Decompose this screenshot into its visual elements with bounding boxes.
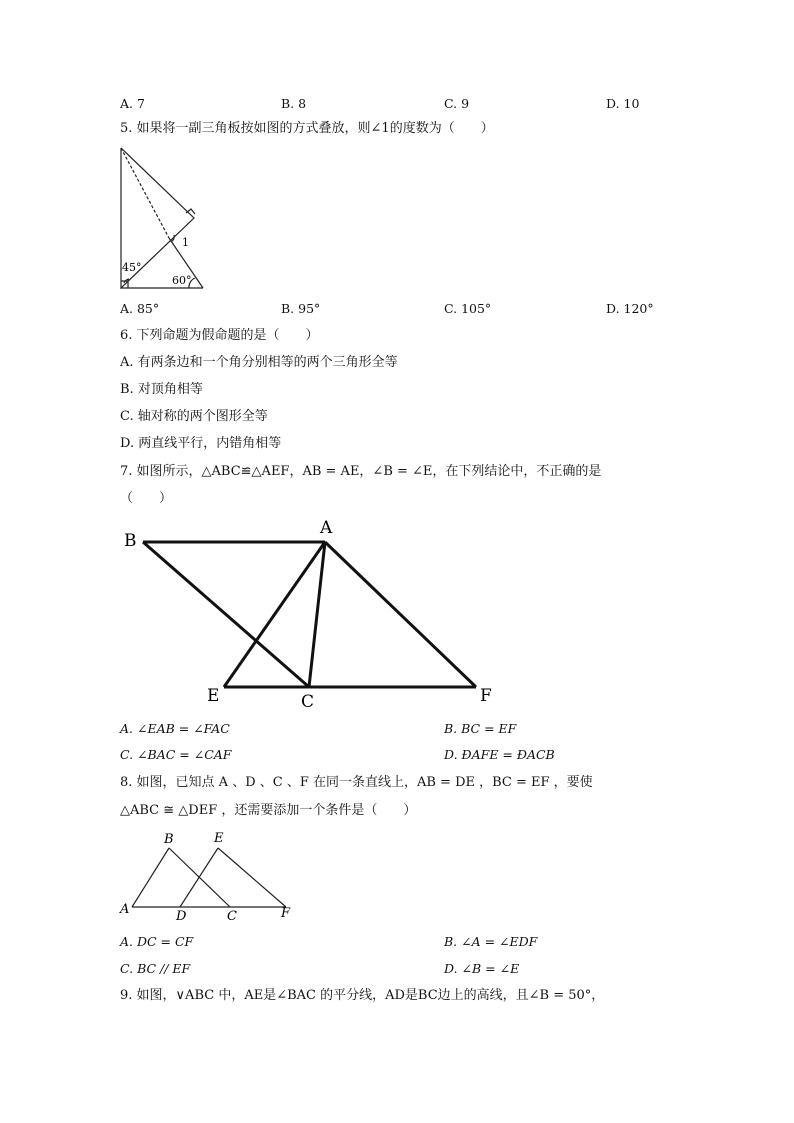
q5-stem: 5. 如果将一副三角板按如图的方式叠放，则∠1的度数为（ ） xyxy=(120,121,494,136)
q4-option-d: D. 10 xyxy=(606,96,640,111)
q7-label-a: A xyxy=(320,518,333,538)
q8-option-c: C. BC // EF xyxy=(120,961,191,976)
q7-option-c: C. ∠BAC = ∠CAF xyxy=(120,747,232,762)
q5-angle60-label: 60° xyxy=(172,274,192,287)
q7-label-f: F xyxy=(480,686,492,706)
q8-label-c: C xyxy=(227,909,237,924)
q5-angle1-label: 1 xyxy=(182,236,189,249)
q8-label-d: D xyxy=(176,909,187,924)
q7-option-a: A. ∠EAB = ∠FAC xyxy=(120,721,230,736)
q8-label-f: F xyxy=(281,906,291,921)
q8-option-b: B. ∠A = ∠EDF xyxy=(444,934,538,949)
q8-label-e: E xyxy=(214,831,224,846)
q8-label-a: A xyxy=(120,902,130,917)
q7-option-b: B. BC = EF xyxy=(444,721,517,736)
q7-label-e: E xyxy=(207,686,220,706)
q4-option-b: B. 8 xyxy=(281,96,307,111)
q5-triangle-figure xyxy=(115,143,215,293)
q8-label-b: B xyxy=(164,832,174,847)
q8-option-d: D. ∠B = ∠E xyxy=(444,961,520,976)
q7-label-c: C xyxy=(301,692,315,712)
q6-option-d: D. 两直线平行，内错角相等 xyxy=(120,436,282,451)
q4-option-a: A. 7 xyxy=(120,96,145,111)
q8-stem-line2: △ABC ≅ △DEF ，还需要添加一个条件是（ ） xyxy=(120,803,417,818)
q8-stem-line1: 8. 如图，已知点 A 、D 、C 、F 在同一条直线上，AB = DE ，BC = EF ，要使 xyxy=(120,775,593,790)
q5-option-c: C. 105° xyxy=(444,301,492,316)
q5-angle45-label: 45° xyxy=(122,261,142,274)
q4-option-c: C. 9 xyxy=(444,96,470,111)
q7-option-d: D. ĐAFE = ĐACB xyxy=(444,747,555,762)
q5-option-a: A. 85° xyxy=(120,301,160,316)
q7-triangle-figure xyxy=(118,515,508,710)
q7-stem-line1: 7. 如图所示，△ABC≌△AEF，AB = AE，∠B = ∠E，在下列结论中，不正确的是 xyxy=(120,464,602,479)
q5-option-b: B. 95° xyxy=(281,301,321,316)
q7-stem-line2: （ ） xyxy=(120,491,173,506)
q8-triangle-figure xyxy=(118,826,303,924)
q5-option-d: D. 120° xyxy=(606,301,654,316)
q7-label-b: B xyxy=(124,531,137,551)
q8-option-a: A. DC = CF xyxy=(120,934,194,949)
q6-option-c: C. 轴对称的两个图形全等 xyxy=(120,409,268,424)
q9-stem: 9. 如图，∨ABC 中，AE是∠BAC 的平分线，AD是BC边上的高线，且∠B = 50°， xyxy=(120,988,605,1003)
q6-option-b: B. 对顶角相等 xyxy=(120,382,203,397)
q6-option-a: A. 有两条边和一个角分别相等的两个三角形全等 xyxy=(120,355,398,370)
q6-stem: 6. 下列命题为假命题的是（ ） xyxy=(120,328,319,343)
